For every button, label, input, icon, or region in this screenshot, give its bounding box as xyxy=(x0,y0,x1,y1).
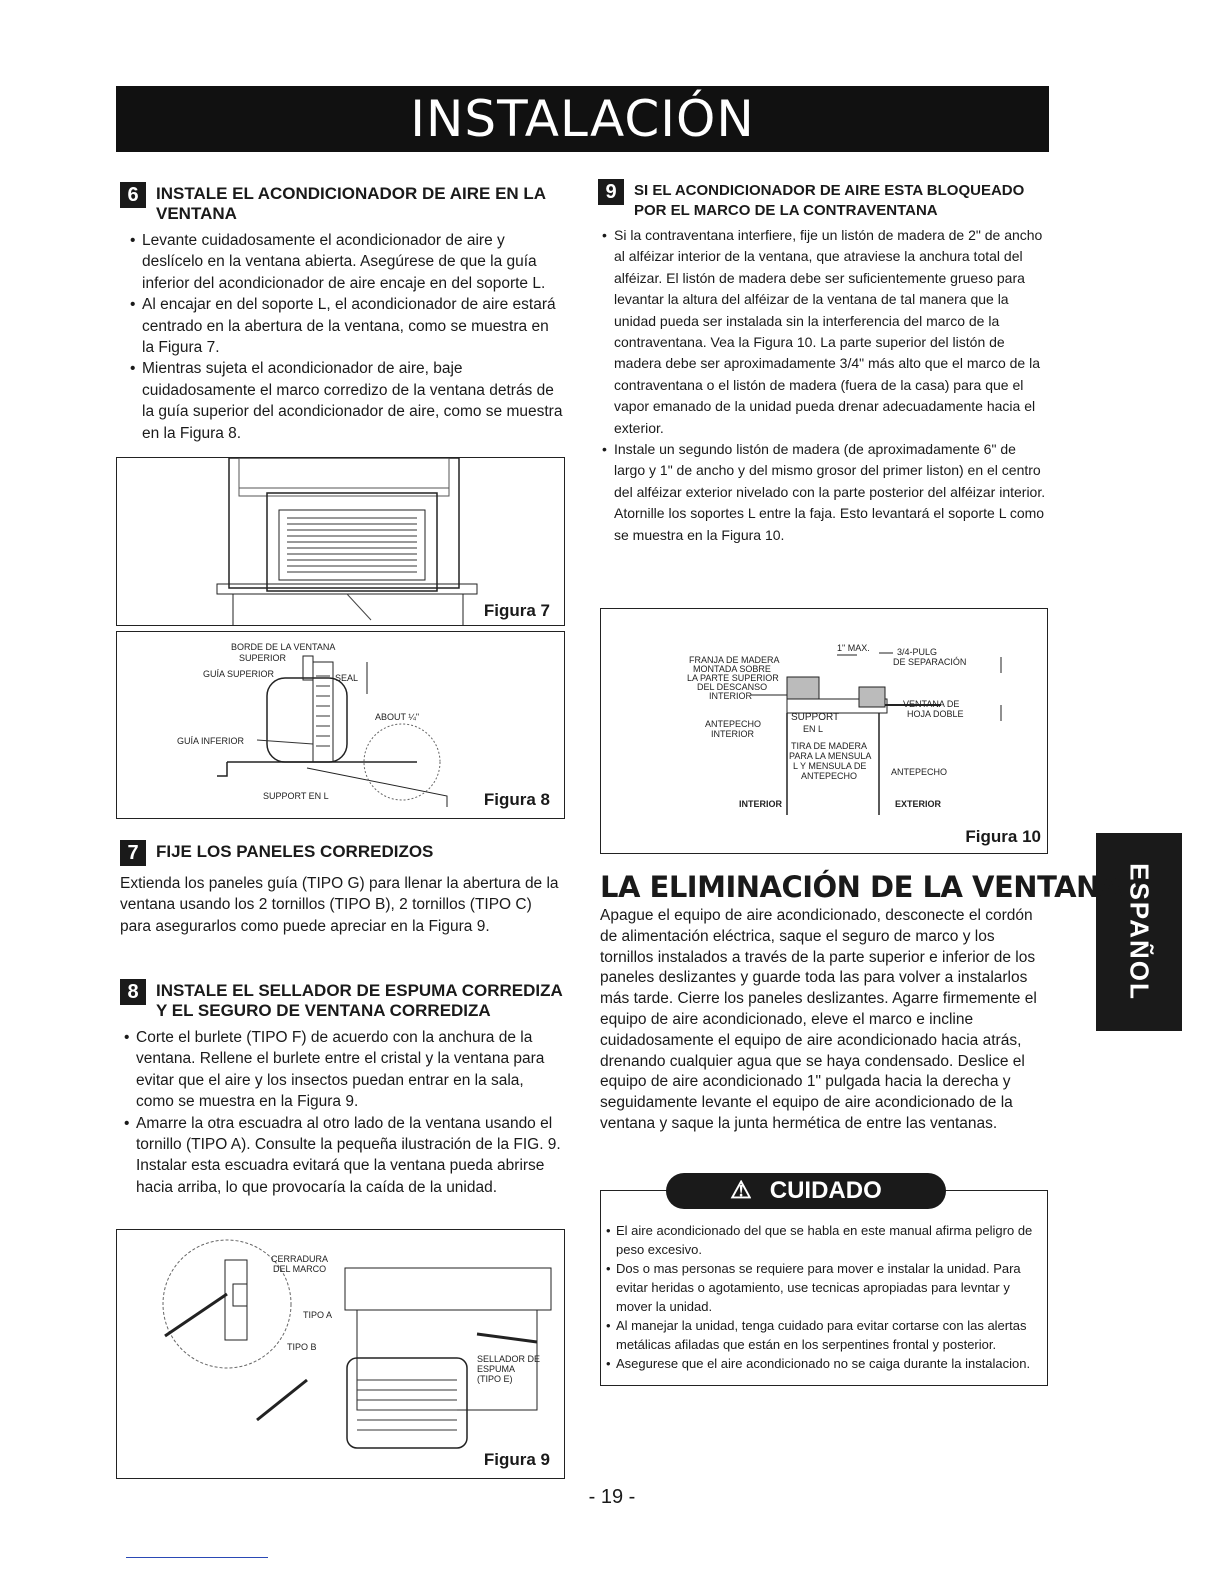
figure-10-caption: Figura 10 xyxy=(965,827,1041,846)
section-9-bullet: • Instale un segundo listón de madera (de aproximadamente 6" de largo y 1" de ancho y del mismo grosor del primer liston) en el centro del alféizar exterior nivelado con la parte posterior del alféizar interior. Atornille los soportes L entre la faja. Esto levantará el soporte L como se muestra en la Figura 10. xyxy=(598,439,1048,546)
caution-item: • Dos o mas personas se requiere para mover e instalar la unidad. Para evitar heridas o agotamiento, use tecnicas apropiadas para levntar y mover la unidad. xyxy=(606,1259,1044,1316)
figure-8-caption: Figura 8 xyxy=(483,790,550,809)
fig10-label-tira2: PARA LA MENSULA xyxy=(789,751,872,761)
fig10-label-descanso: DEL DESCANSO xyxy=(697,682,768,692)
page-number: - 19 - xyxy=(588,1486,636,1508)
caution-item: • Al manejar la unidad, tenga cuidado para evitar cortarse con las alertas metálicas afiladas que están en los serpentines frontal y posterior. xyxy=(606,1316,1044,1354)
fig10-label-en-l: EN L xyxy=(803,724,824,734)
section-7 xyxy=(120,842,565,937)
warning-icon: ⚠ xyxy=(730,1177,752,1204)
language-tab xyxy=(1096,833,1182,1031)
footer-divider xyxy=(126,1557,268,1558)
fig9-label-cerradura: CERRADURA xyxy=(271,1254,329,1264)
fig10-label-montada: MONTADA SOBRE xyxy=(693,664,771,674)
fig10-label-parte-superior: LA PARTE SUPERIOR xyxy=(687,673,779,683)
section-6 xyxy=(120,184,565,444)
fig9-label-sellador: SELLADOR DE xyxy=(477,1354,541,1364)
section-8 xyxy=(120,981,565,1198)
caution-item: • El aire acondicionado del que se habla en este manual afirma peligro de peso excesivo. xyxy=(606,1221,1044,1259)
step-number-7: 7 xyxy=(120,840,146,866)
language-tab-label: ESPAÑOL xyxy=(1124,863,1155,1001)
fig8-label-superior: SUPERIOR xyxy=(239,653,287,663)
figure-7 xyxy=(116,457,565,626)
page-title: INSTALACIÓN xyxy=(116,86,1049,152)
fig9-label-tipo-b: TIPO B xyxy=(287,1342,317,1352)
caution-item: • Asegurese que el aire acondicionado no se caiga durante la instalacion. xyxy=(606,1354,1044,1373)
fig8-label-guia-inferior: GUÍA INFERIOR xyxy=(177,736,245,746)
figure-7-caption: Figura 7 xyxy=(483,601,550,620)
fig9-label-espuma: ESPUMA xyxy=(477,1364,516,1374)
fig10-label-sep1: 3/4-PULG xyxy=(897,647,938,657)
step-number-9: 9 xyxy=(598,179,624,205)
step-number-6: 6 xyxy=(120,182,146,208)
fig10-label-tira1: TIRA DE MADERA xyxy=(791,741,868,751)
figure-10-illustration xyxy=(601,609,1047,853)
section-8-title: INSTALE EL SELLADOR DE ESPUMA CORREDIZA Y EL SEGURO DE VENTANA CORREDIZA xyxy=(156,981,563,1020)
fig9-label-tipo-a: TIPO A xyxy=(303,1310,333,1320)
fig9-label-tipo-e: (TIPO E) xyxy=(477,1374,513,1384)
section-6-bullet: • Al encajar en del soporte L, el acondicionador de aire estará centrado en la abertura de la ventana, como se muestra en la Figura 7. xyxy=(126,294,565,358)
section-6-bullet: • Mientras sujeta el acondicionador de aire, baje cuidadosamente el marco corredizo de la ventana detrás de la guía superior del acondicionador de aire, como se muestra en la Figura 8. xyxy=(126,358,565,444)
fig8-label-about: ABOUT ¼" xyxy=(375,712,420,722)
fig10-label-franja: FRANJA DE MADERA xyxy=(689,655,780,665)
caution-label: CUIDADO xyxy=(769,1177,882,1204)
figure-10 xyxy=(600,608,1048,854)
fig10-label-exterior: EXTERIOR xyxy=(895,799,942,809)
caution-badge xyxy=(666,1173,946,1209)
fig10-label-antepecho-int: ANTEPECHO xyxy=(705,719,762,729)
fig9-label-del-marco: DEL MARCO xyxy=(273,1264,327,1274)
fig10-label-tira4: ANTEPECHO xyxy=(801,771,858,781)
fig10-label-interior: INTERIOR xyxy=(739,799,783,809)
figure-9-caption: Figura 9 xyxy=(483,1450,550,1469)
figure-8 xyxy=(116,631,565,819)
fig8-label-support: SUPPORT EN L xyxy=(263,791,329,801)
section-6-title: INSTALE EL ACONDICIONADOR DE AIRE EN LA VENTANA xyxy=(156,184,546,223)
section-7-title: FIJE LOS PANELES CORREDIZOS xyxy=(156,842,434,861)
fig10-label-ventana1: VENTANA DE xyxy=(903,699,960,709)
section-8-bullet: • Corte el burlete (TIPO F) de acuerdo con la anchura de la ventana. Rellene el burlete entre el cristal y la ventana para evitar que el aire y los insectos puedan entrar en la sala, como se muestra en la Figura 9. xyxy=(120,1027,565,1113)
section-9 xyxy=(598,181,1048,546)
fig10-label-ventana2: HOJA DOBLE xyxy=(907,709,964,719)
section-7-text: Extienda los paneles guía (TIPO G) para llenar la abertura de la ventana usando los 2 tornillos (TIPO B), 2 tornillos (TIPO C) para asegurarlos como puede apreciar en la Figura 9. xyxy=(120,875,559,935)
fig10-label-antepecho-ext: ANTEPECHO xyxy=(891,767,948,777)
fig10-label-sep2: DE SEPARACIÓN xyxy=(893,657,967,667)
section-9-bullet: • Si la contraventana interfiere, fije un listón de madera de 2" de ancho al alféizar interior de la ventana, que atraviese la anchura total del alféizar. El listón de madera debe ser suficientemente grueso para levantar la altura del alféizar de la ventana de tal manera que la unidad pueda ser instalada sin la interferencia del marco de la contraventana. Vea la Figura 10. La parte superior del listón de madera debe ser aproximadamente 3/4" más alto que el marco de la contraventana o el listón de madera (fuera de la casa) para que el vapor emanado de la unidad pueda drenar adecuadamente hacia el exterior. xyxy=(598,225,1048,439)
fig10-label-max: 1" MAX. xyxy=(837,643,870,653)
fig10-label-interior-sill: INTERIOR xyxy=(711,729,755,739)
fig10-label-support: SUPPORT xyxy=(791,712,840,723)
fig10-label-interior-top: INTERIOR xyxy=(709,691,753,701)
step-number-8: 8 xyxy=(120,979,146,1005)
figure-7-illustration xyxy=(117,458,564,625)
section-6-bullet: • Levante cuidadosamente el acondicionador de aire y deslícelo en la ventana abierta. Asegúrese de que la guía inferior del acondicionador de aire encaje en del soporte L. xyxy=(126,230,565,294)
fig10-label-tira3: L Y MENSULA DE xyxy=(793,761,867,771)
fig8-label-guia-superior: GUÍA SUPERIOR xyxy=(203,669,275,679)
section-8-bullet: • Amarre la otra escuadra al otro lado de la ventana usando el tornillo (TIPO A). Consulte la pequeña ilustración de la FIG. 9. Instalar esta escuadra evitará que la ventana pueda abrirse hacia arriba, lo que provocaría la caída de la unidad. xyxy=(120,1113,565,1199)
fig8-label-borde: BORDE DE LA VENTANA xyxy=(231,642,336,652)
figure-9 xyxy=(116,1229,565,1479)
caution-list xyxy=(606,1221,1044,1373)
removal-title: LA ELIMINACIÓN DE LA VENTANA xyxy=(600,870,1122,904)
removal-text: Apague el equipo de aire acondicionado, desconecte el cordón de alimentación eléctrica, saque el seguro de marco y los tornillos instalados a través de la parte superior e inferior de los paneles deslizantes y guarde toda las para volver a instalarlos más tarde. Cierre los paneles deslizantes. Agarre firmemente el equipo de aire acondicionado, eleve el marco e incline cuidadosamente el equipo de aire acondicionado hacia atrás, drenando cualquier agua que se haya condensado. Deslice el equipo de aire acondicionado 1" pulgada hacia la derecha y seguidamente levante el equipo de aire acondicionado de la ventana y saque la junta hermética de entre las ventanas. xyxy=(600,907,1037,1132)
section-9-title: SI EL ACONDICIONADOR DE AIRE ESTA BLOQUEADO POR EL MARCO DE LA CONTRAVENTANA xyxy=(634,182,1025,219)
fig8-label-seal: SEAL xyxy=(335,673,359,683)
